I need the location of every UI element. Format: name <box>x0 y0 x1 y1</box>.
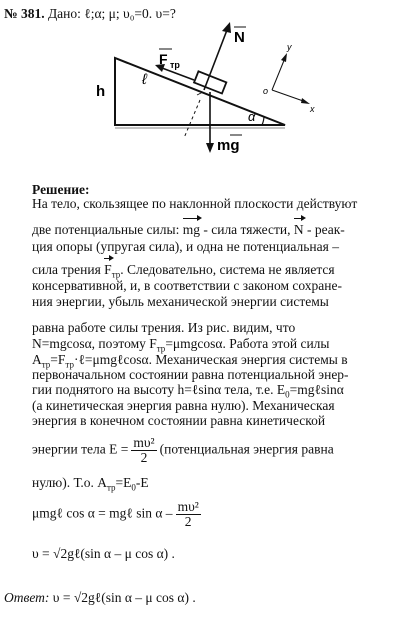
label-h: h <box>96 83 106 100</box>
label-mg: mg <box>217 137 240 154</box>
p2-line-8: энергии тела E = $\frac{\text{mυ²}}{2}$ (потенциальная энергия равна <box>32 435 334 465</box>
y-axis <box>272 58 285 90</box>
axis-x-label: x <box>310 104 315 114</box>
label-alpha: α <box>248 109 256 124</box>
p2-line-4: первоначальном состоянии равна потенциальной энер- <box>32 367 349 382</box>
answer-line <box>4 590 196 605</box>
p2-line-7: энергия в конечном состоянии равна кинетической <box>32 413 326 428</box>
axis-o-label: o <box>263 86 269 96</box>
answer-label: Ответ: <box>4 590 50 605</box>
x-axis <box>272 90 306 102</box>
label-l: ℓ <box>142 71 147 88</box>
p1-line-1: На тело, скользящее по наклонной плоскости действуют <box>32 196 358 211</box>
p2-line-1: равна работе силы трения. Из рис. видим, что <box>32 320 296 335</box>
p1-line-3: ция опоры (упругая сила), и одна не потенциальная – <box>32 239 339 254</box>
p2-line-3: $A_{тр}=F_{тр}\cdot\ell=\mu mg\ell\cos\alpha$. Механическая энергия системы в <box>32 352 348 370</box>
p2-line-2: N=mgcosα, поэтому $F_{тр}=\mu mgcos\alpha$. Работа этой силы <box>32 336 330 354</box>
solution-heading: Решение: <box>32 182 90 197</box>
p2-line-6: (а кинетическая энергия равна нулю). Механическая <box>32 398 335 413</box>
problem-header <box>4 6 176 21</box>
incline-diagram <box>80 20 380 170</box>
axis-y-label: y <box>287 42 292 52</box>
svg-text:тр: тр <box>170 60 180 70</box>
p1-line-5: консервативной, и, в соответствии с законом сохране- <box>32 278 342 293</box>
incline-triangle <box>115 58 285 125</box>
label-normal: N <box>234 29 245 46</box>
p1-line-2: две потенциальные силы: mg - сила тяжести, N - реак- <box>32 222 345 237</box>
problem-given: Дано: ℓ;α; μ; υ₀=0. υ=? <box>47 6 176 21</box>
answer-formula: υ = √2gℓ(sin α – μ cos α) . <box>52 590 196 605</box>
p2-line-9: нулю). Т.о. $A_{тр}=E_0-E$ <box>32 475 149 493</box>
p1-line-4: сила трения $F_{тр}$. Следовательно, система не является <box>32 262 335 280</box>
equation-energy-balance: μmgℓ cos α = mgℓ sin α – $\frac{\text{mυ²}}{2}$ <box>32 499 199 529</box>
problem-number: № 381. <box>4 6 45 21</box>
kinetic-energy-fraction: $\frac{\text{mυ²}}{2}$ <box>133 435 155 465</box>
label-friction: F <box>159 51 168 67</box>
p2-line-5: гии поднятого на высоту h=ℓsinα тела, т.е. $E_0=mg\ell\sin\alpha$ <box>32 382 344 400</box>
equation-velocity: υ = √2gℓ(sin α – μ cos α) . <box>32 546 175 561</box>
p1-line-6: ния энергии, убыль механической энергии системы <box>32 294 329 309</box>
